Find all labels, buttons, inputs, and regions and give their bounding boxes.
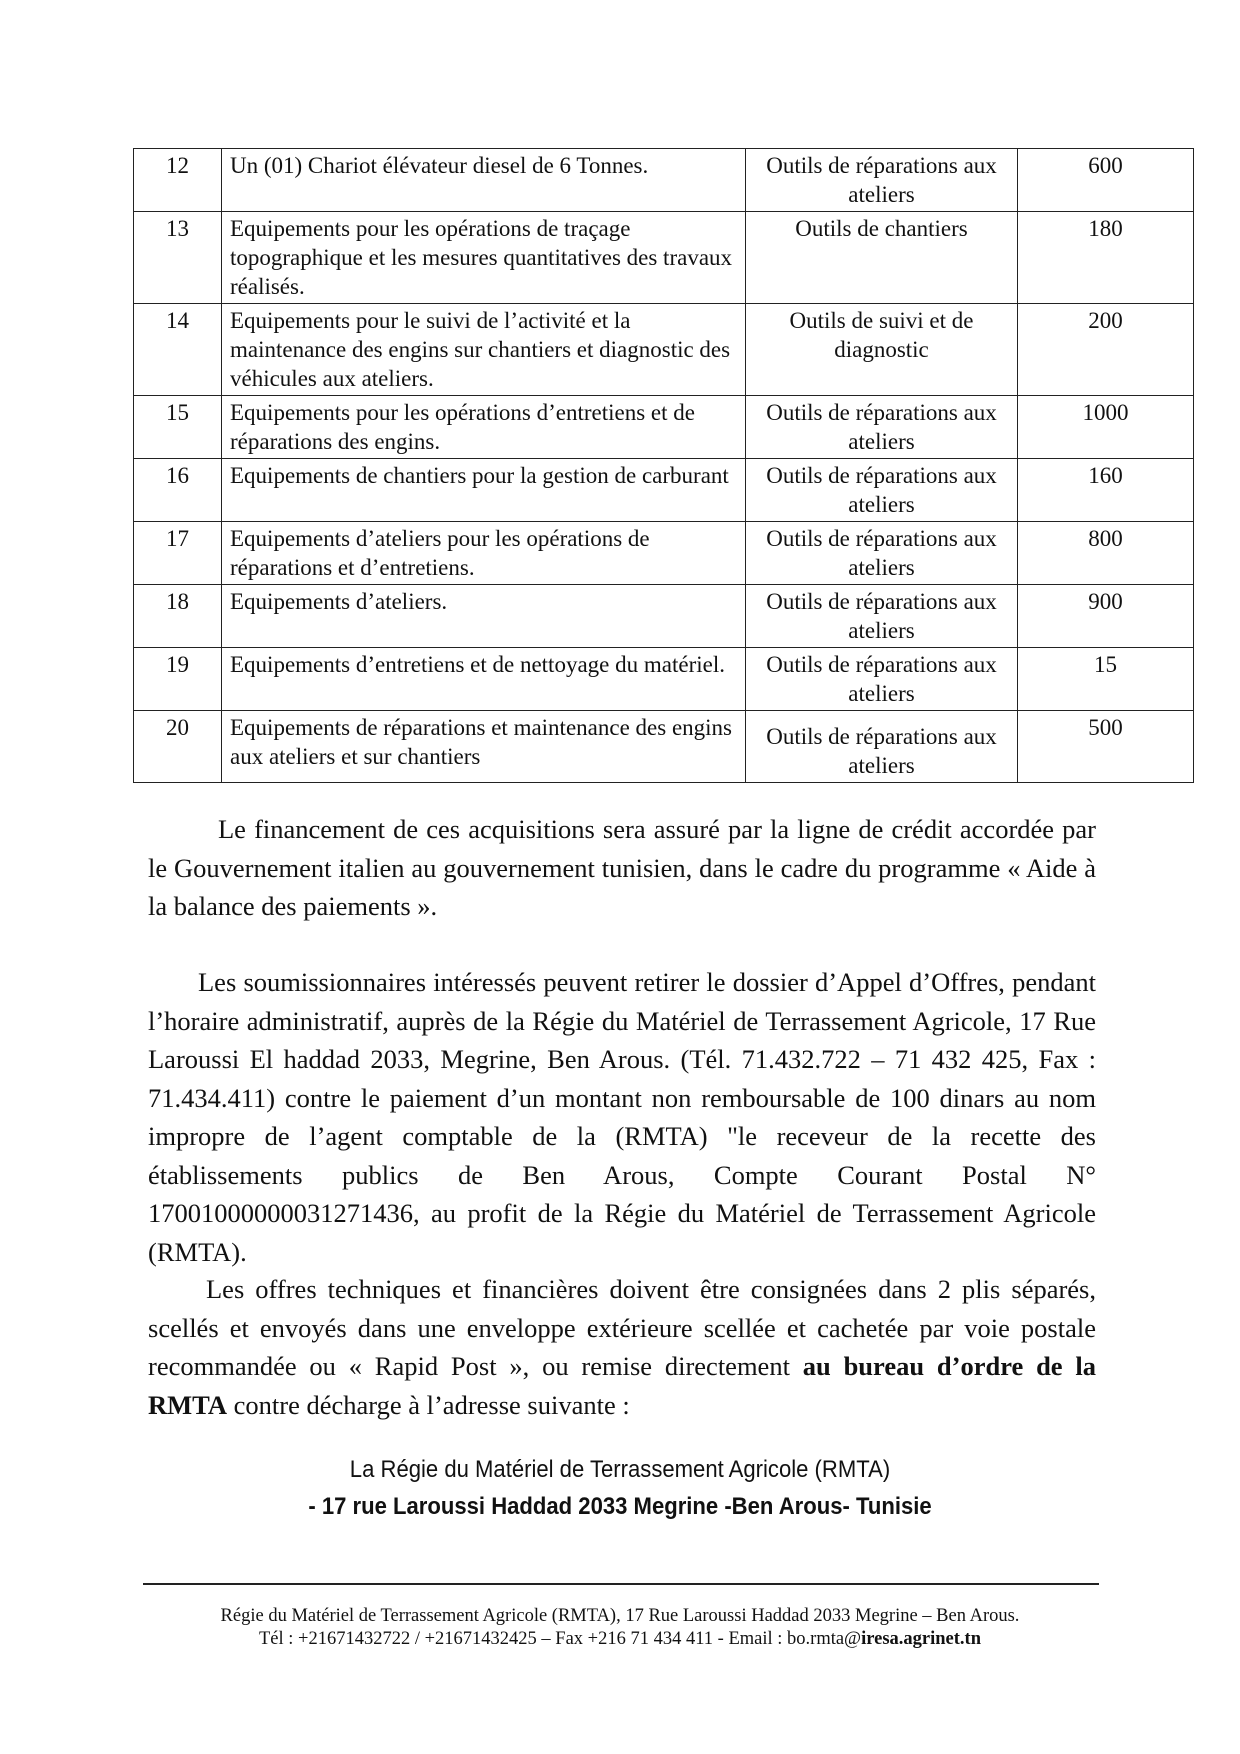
item-description: Equipements d’ateliers pour les opérations de réparations et d’entretiens.	[222, 522, 746, 585]
item-category: Outils de réparations aux ateliers	[746, 149, 1018, 212]
table-row	[134, 522, 1194, 585]
item-description: Equipements pour les opérations d’entretiens et de réparations des engins.	[222, 396, 746, 459]
footer-contact: Tél : +21671432722 / +21671432425 – Fax +216 71 434 411 - Email : bo.rmta@	[259, 1629, 862, 1649]
equipment-table	[133, 148, 1194, 783]
item-quantity: 160	[1018, 459, 1194, 522]
item-number: 13	[134, 212, 222, 304]
item-number: 15	[134, 396, 222, 459]
item-description: Equipements d’ateliers.	[222, 585, 746, 648]
item-number: 16	[134, 459, 222, 522]
item-quantity: 500	[1018, 711, 1194, 783]
financing-paragraph	[148, 810, 1096, 926]
item-quantity: 600	[1018, 149, 1194, 212]
dossier-text: Les soumissionnaires intéressés peuvent retirer le dossier d’Appel d’Offres, pendant l’horaire administratif, auprès de la Régie du Matériel de Terrassement Agricole, 17 Rue Laroussi El haddad 2033, Megrine, Ben Arous. (Tél. 71.432.722 – 71 432 425, Fax : 71.434.411) contre le paiement d’un montant non remboursable de 100 dinars au nom impropre de l’agent comptable de la (RMTA) "le receveur de la recette des établissements publics de Ben Arous, Compte Courant Postal N° 17001000000031271436, au profit de la Régie du Matériel de Terrassement Agricole (RMTA).	[148, 967, 1096, 1267]
item-quantity: 180	[1018, 212, 1194, 304]
table-row	[134, 711, 1194, 783]
offers-paragraph	[148, 1270, 1096, 1424]
footer-line-1: Régie du Matériel de Terrassement Agricole (RMTA), 17 Rue Laroussi Haddad 2033 Megrine – Ben Arous.	[220, 1606, 1020, 1626]
item-number: 19	[134, 648, 222, 711]
item-quantity: 200	[1018, 304, 1194, 396]
item-description: Equipements de chantiers pour la gestion de carburant	[222, 459, 746, 522]
item-category: Outils de chantiers	[746, 212, 1018, 304]
item-description: Un (01) Chariot élévateur diesel de 6 Tonnes.	[222, 149, 746, 212]
item-description: Equipements d’entretiens et de nettoyage du matériel.	[222, 648, 746, 711]
table-row	[134, 648, 1194, 711]
item-category: Outils de réparations aux ateliers	[746, 396, 1018, 459]
footer-line-2	[0, 1628, 1240, 1651]
address-line-2: - 17 rue Laroussi Haddad 2033 Megrine -Ben Arous- Tunisie	[308, 1493, 932, 1520]
footer-email-domain: iresa.agrinet.tn	[861, 1629, 981, 1649]
item-quantity: 1000	[1018, 396, 1194, 459]
offers-text-after: contre décharge à l’adresse suivante :	[233, 1389, 630, 1420]
item-number: 12	[134, 149, 222, 212]
dossier-paragraph	[148, 963, 1096, 1271]
item-category: Outils de réparations aux ateliers	[746, 585, 1018, 648]
offers-text-before: Les offres techniques et financières doivent être consignées dans 2 plis séparés, scellés et envoyés dans une enveloppe extérieure scellée et cachetée par voie postale recommandée ou « Rapid Post », ou remise directement	[148, 1274, 1096, 1381]
footer-divider	[143, 1583, 1099, 1585]
table-row	[134, 304, 1194, 396]
address-line-1: La Régie du Matériel de Terrassement Agricole (RMTA)	[349, 1456, 891, 1483]
item-number: 18	[134, 585, 222, 648]
table-row	[134, 396, 1194, 459]
item-description: Equipements pour le suivi de l’activité et la maintenance des engins sur chantiers et diagnostic des véhicules aux ateliers.	[222, 304, 746, 396]
item-category: Outils de réparations aux ateliers	[746, 711, 1018, 783]
table-row	[134, 149, 1194, 212]
table-row	[134, 585, 1194, 648]
item-category: Outils de réparations aux ateliers	[746, 459, 1018, 522]
offers-text-bold: au bureau d’ordre de la RMTA	[148, 1351, 1096, 1420]
item-quantity: 900	[1018, 585, 1194, 648]
item-number: 17	[134, 522, 222, 585]
item-quantity: 800	[1018, 522, 1194, 585]
financing-text: Le financement de ces acquisitions sera assuré par la ligne de crédit accordée par le Gouvernement italien au gouvernement tunisien, dans le cadre du programme « Aide à la balance des paiements ».	[148, 814, 1096, 921]
item-description: Equipements de réparations et maintenance des engins aux ateliers et sur chantiers	[222, 711, 746, 783]
item-quantity: 15	[1018, 648, 1194, 711]
item-category: Outils de suivi et de diagnostic	[746, 304, 1018, 396]
item-description: Equipements pour les opérations de traçage topographique et les mesures quantitatives des travaux réalisés.	[222, 212, 746, 304]
item-number: 14	[134, 304, 222, 396]
table-row	[134, 459, 1194, 522]
table-row	[134, 212, 1194, 304]
item-category: Outils de réparations aux ateliers	[746, 648, 1018, 711]
item-category: Outils de réparations aux ateliers	[746, 522, 1018, 585]
item-number: 20	[134, 711, 222, 783]
